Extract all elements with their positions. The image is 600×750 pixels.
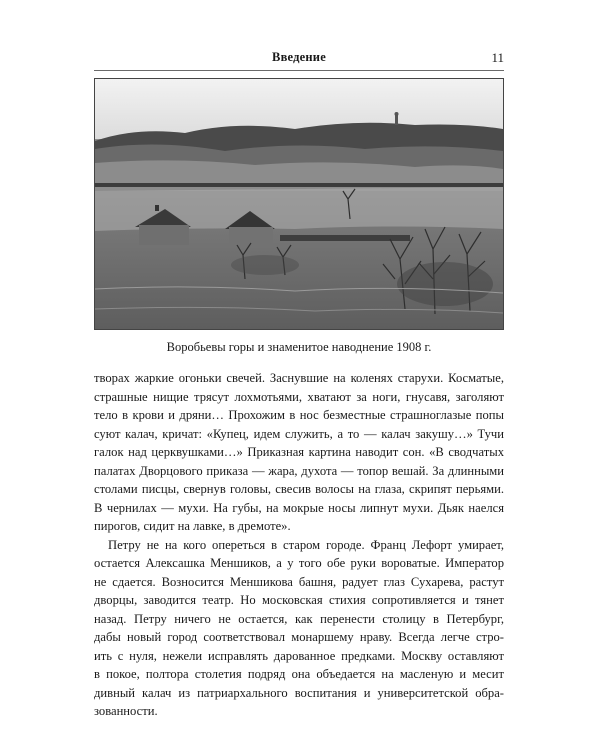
text-line: столами писцы, свернув головы, свесив волосы на глаза, скрипят перьями. bbox=[94, 482, 504, 496]
text-line: не сдается. Возносится Меншикова башня, радует глаз Сухарева, растут bbox=[94, 574, 504, 589]
page-number: 11 bbox=[491, 50, 504, 65]
text-line: ить с нуля, нежели исправлять дарованное предками. Москву оставляют bbox=[94, 648, 504, 663]
text-line: дабы новый город соответствовал монаршему нраву. Всегда легче стро- bbox=[94, 630, 504, 644]
body-text bbox=[94, 369, 504, 721]
text-line: Петру не на кого опереться в старом городе. Франц Лефорт умирает, bbox=[108, 537, 504, 552]
text-line: творах жаркие огоньки свечей. Заснувшие на коленях старухи. Косматые, bbox=[94, 371, 504, 385]
header-rule bbox=[94, 70, 504, 71]
text-line: зованности. bbox=[94, 704, 158, 718]
running-head bbox=[94, 50, 504, 68]
text-line: дивный калач из патриархального воспитания и университетской обра- bbox=[94, 685, 504, 700]
text-line: в покое, полтора столетия подряд она объедается на масленую и месит bbox=[94, 667, 504, 681]
section-title: Введение bbox=[272, 50, 326, 64]
text-line: суют калач, кричат: «Купец, идем служить, а то — калач закушу…» Тучи bbox=[94, 426, 504, 441]
text-line: галок над церквушками…» Приказная картина наводит сон. «В сводчатых bbox=[94, 445, 504, 459]
text-line: страшные нищие трясут лохмотьями, хватают за ноги, гнусавя, заголяют bbox=[94, 389, 504, 404]
text-line: В чернилах — мухи. На губы, на мокрые носы липнут мухи. Дьяк наелся bbox=[94, 500, 504, 515]
text-line: тело в крови и дряни… Прохожим в нос безместные страшноглазые попы bbox=[94, 408, 504, 422]
photo-caption: Воробьевы горы и знаменитое наводнение 1908 г. bbox=[166, 340, 432, 354]
text-line: пирогов, сидит на лавке, в дремоте». bbox=[94, 519, 291, 533]
text-line: остается Алексашка Меншиков, а у того обе руки вороватые. Император bbox=[94, 556, 504, 570]
text-line: назад. Петру ничего не остается, как перенести столицу в Петербург, bbox=[94, 611, 504, 626]
flood-photo bbox=[94, 78, 504, 330]
text-line: палатах Дворцового приказа — жара, духота — топор вешай. За длинными bbox=[94, 463, 504, 478]
text-line: дворцы, заводится театр. Но московская стихия сопротивляется и тянет bbox=[94, 593, 504, 607]
